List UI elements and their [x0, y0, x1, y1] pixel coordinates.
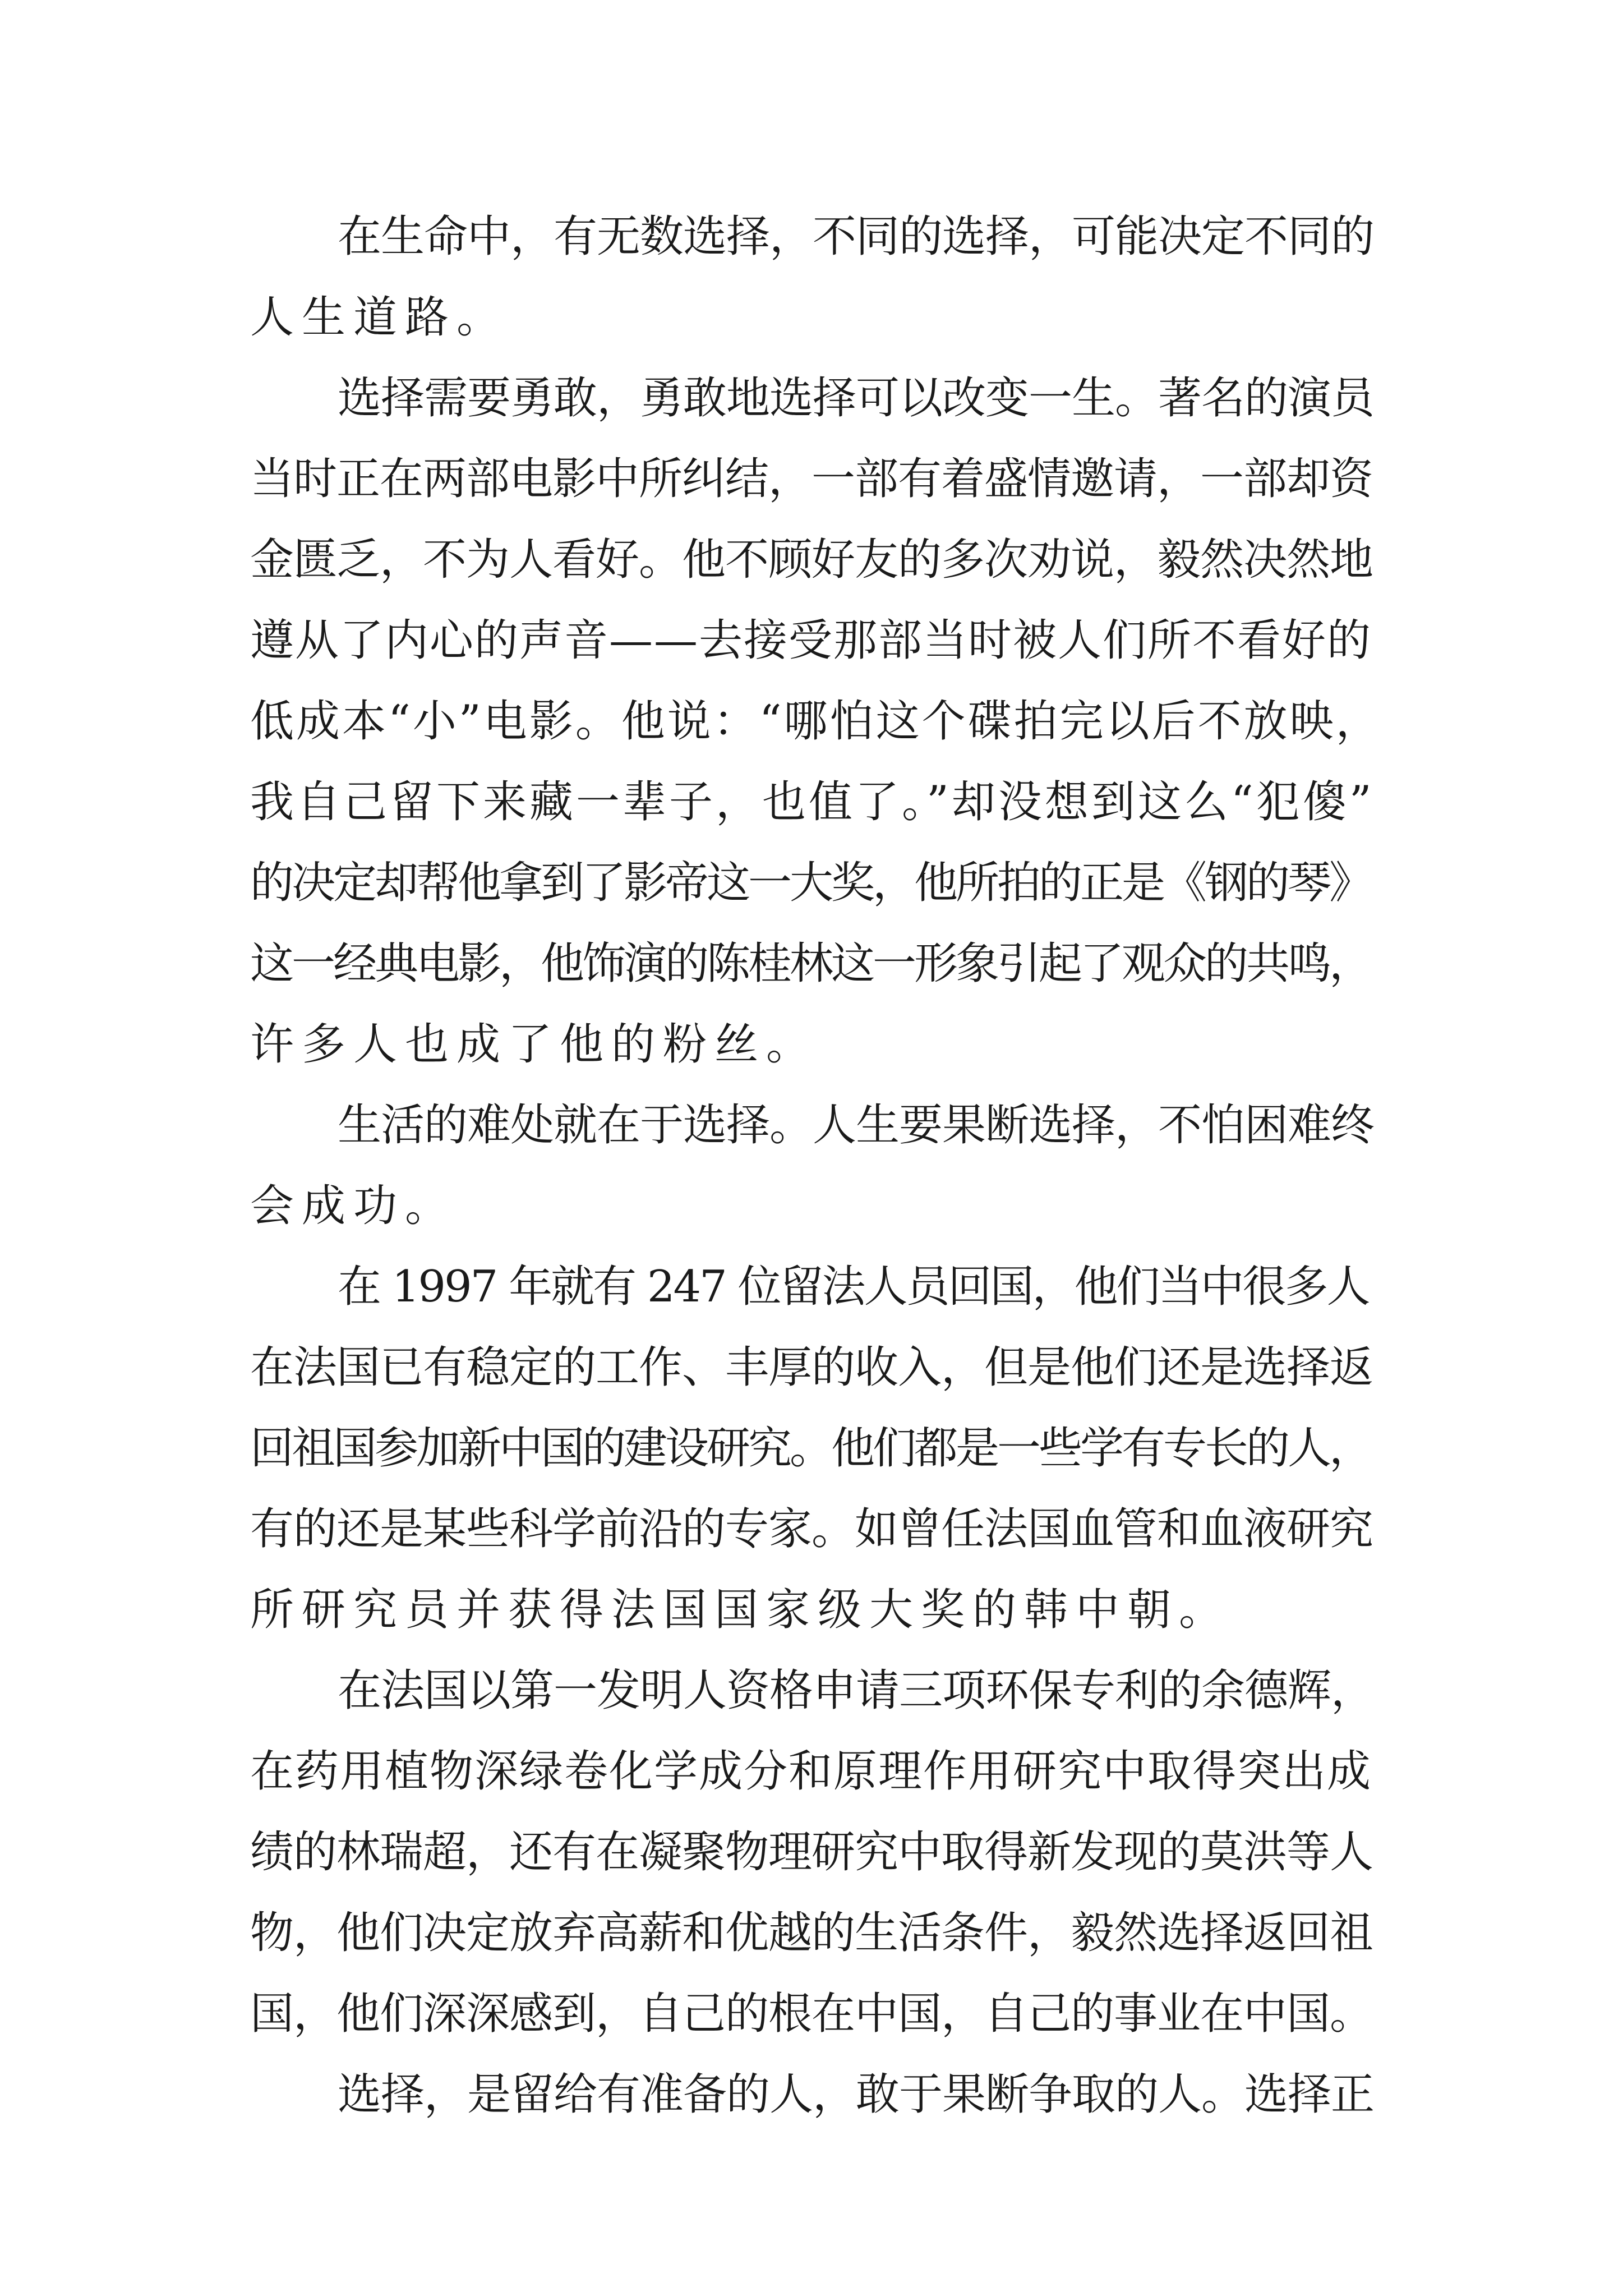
paragraph-2-line-5: 低成本“小”电影。他说：“哪怕这个碟拍完以后不放映， [250, 696, 1382, 747]
paragraph-5-line-4: 物，他们决定放弃高薪和优越的生活条件，毅然选择返回祖 [250, 1908, 1373, 1958]
paragraph-4-line-4: 有的还是某些科学前沿的专家。如曾任法国血管和血液研究 [250, 1504, 1373, 1554]
paragraph-1-line-1: 在生命中，有无数选择，不同的选择，可能决定不同的 [338, 211, 1375, 262]
paragraph-2-line-7: 的决定却帮他拿到了影帝这一大奖，他所拍的正是《钢的琴》 [250, 858, 1371, 908]
paragraph-2-line-8: 这一经典电影，他饰演的陈桂林这一形象引起了观众的共鸣， [250, 938, 1371, 989]
paragraph-2-line-6: 我自己留下来藏一辈子，也值了。”却没想到这么“犯傻” [250, 777, 1375, 827]
paragraph-4-line-5: 所研究员并获得法国国家级大奖的韩中朝。 [250, 1585, 1231, 1635]
paragraph-5-line-3: 绩的林瑞超，还有在凝聚物理研究中取得新发现的莫洪等人 [250, 1827, 1373, 1878]
paragraph-3-line-1: 生活的难处就在于选择。人生要果断选择，不怕困难终 [338, 1100, 1375, 1151]
paragraph-5-line-1: 在法国以第一发明人资格申请三项环保专利的余德辉， [338, 1665, 1375, 1716]
paragraph-2-line-1: 选择需要勇敢，勇敢地选择可以改变一生。著名的演员 [338, 373, 1375, 424]
paragraph-5-line-2: 在药用植物深绿卷化学成分和原理作用研究中取得突出成 [250, 1746, 1372, 1797]
paragraph-2-line-2: 当时正在两部电影中所纠结，一部有着盛情邀请，一部却资 [250, 454, 1373, 504]
paragraph-3-line-2: 会成功。 [250, 1181, 457, 1231]
paragraph-5-line-5: 国，他们深深感到，自己的根在中国，自己的事业在中国。 [250, 1989, 1373, 2039]
paragraph-2-line-4: 遵从了内心的声音——去接受那部当时被人们所不看好的 [250, 615, 1372, 666]
paragraph-6-line-1: 选择，是留给有准备的人，敢于果断争取的人。选择正 [338, 2069, 1375, 2120]
paragraph-1-line-2: 人生道路。 [250, 292, 509, 343]
paragraph-2-line-3: 金匮乏，不为人看好。他不顾好友的多次劝说，毅然决然地 [250, 535, 1373, 585]
paragraph-4-line-1: 在 1997 年就有 247 位留法人员回国，他们当中很多人 [338, 1262, 1369, 1312]
paragraph-2-line-9: 许多人也成了他的粉丝。 [250, 1019, 818, 1070]
paragraph-4-line-3: 回祖国参加新中国的建设研究。他们都是一些学有专长的人， [250, 1423, 1371, 1474]
paragraph-4-line-2: 在法国已有稳定的工作、丰厚的收入，但是他们还是选择返 [250, 1342, 1373, 1393]
essay-body [250, 196, 1383, 2135]
